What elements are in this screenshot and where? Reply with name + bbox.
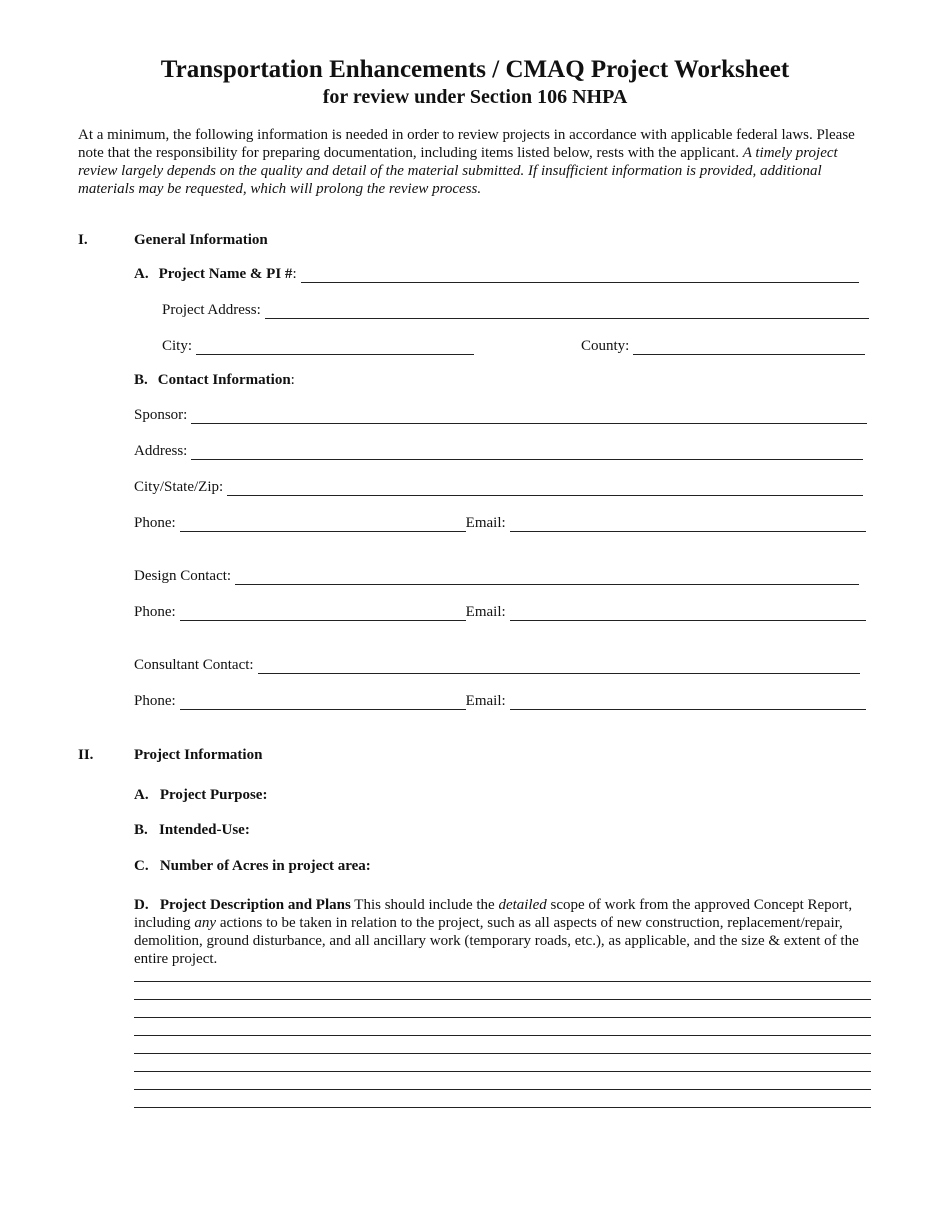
- section-2-number: II.: [78, 747, 94, 763]
- design-contact-row: [134, 568, 859, 585]
- description-text-2: scope of work from the approved Concept Report, including: [134, 897, 856, 931]
- consultant-phone-field[interactable]: [180, 696, 466, 710]
- description-line[interactable]: [134, 999, 871, 1000]
- project-city-row: [162, 338, 474, 355]
- project-address-row: [162, 302, 869, 319]
- design-phone-field[interactable]: [180, 607, 466, 621]
- email-label: Email:: [465, 515, 506, 531]
- project-name-colon: :: [292, 266, 297, 282]
- project-name-row: [134, 266, 859, 283]
- contact-info-heading: [134, 372, 295, 389]
- city-state-zip-label: City/State/Zip:: [134, 479, 224, 495]
- consultant-email-field[interactable]: [510, 696, 866, 710]
- item-letter-a: A.: [134, 266, 149, 282]
- project-name-label: Project Name & PI #: [158, 266, 293, 282]
- design-contact-field[interactable]: [235, 571, 859, 585]
- project-city-field[interactable]: [196, 341, 474, 355]
- project-county-row: [581, 338, 865, 355]
- section-1-title: General Information: [134, 232, 268, 248]
- city-state-zip-field[interactable]: [227, 482, 863, 496]
- intro-text: At a minimum, the following information is needed in order to review projects in accordance with applicable federal laws. Please note that the responsibility for preparing documentation, including items listed below, rests with the applicant.: [78, 127, 855, 161]
- section-1-number: I.: [78, 232, 88, 248]
- sponsor-email-field[interactable]: [510, 518, 866, 532]
- description-italic-1: detailed: [498, 897, 547, 913]
- project-city-label: City:: [162, 338, 193, 354]
- design-email-field[interactable]: [510, 607, 866, 621]
- description-italic-2: any: [194, 915, 217, 931]
- item-letter-b: B.: [134, 372, 148, 388]
- consultant-contact-field[interactable]: [258, 660, 860, 674]
- description-line[interactable]: [134, 1053, 871, 1054]
- project-purpose-label: A. Project Purpose:: [134, 787, 268, 803]
- intro-paragraph: [78, 126, 878, 198]
- sponsor-phone-field[interactable]: [180, 518, 466, 532]
- contact-info-label: Contact Information: [157, 372, 291, 388]
- phone-label: Phone:: [134, 604, 176, 620]
- page-subtitle: for review under Section 106 NHPA: [322, 86, 628, 108]
- phone-label: Phone:: [134, 693, 176, 709]
- address-field[interactable]: [191, 446, 863, 460]
- intro-italic-text: A timely project review largely depends on the quality and detail of the material submitted. If insufficient information is provided, additional materials may be requested, which will prolong the review process.: [78, 145, 838, 197]
- consultant-contact-row: [134, 657, 860, 674]
- address-row: [134, 443, 863, 460]
- description-line[interactable]: [134, 1107, 871, 1108]
- project-address-field[interactable]: [265, 305, 869, 319]
- description-line[interactable]: [134, 1035, 871, 1036]
- city-state-zip-row: [134, 479, 863, 496]
- description-line[interactable]: [134, 981, 871, 982]
- intended-use-label: B. Intended-Use:: [134, 822, 250, 838]
- sponsor-label: Sponsor:: [134, 407, 188, 423]
- project-name-field[interactable]: [301, 269, 859, 283]
- project-description-paragraph: [134, 896, 874, 968]
- address-label: Address:: [134, 443, 188, 459]
- sponsor-field[interactable]: [191, 410, 867, 424]
- design-contact-label: Design Contact:: [134, 568, 232, 584]
- description-text-1: This should include the: [350, 897, 499, 913]
- project-description-label: D. Project Description and Plans: [134, 897, 351, 913]
- acres-label: C. Number of Acres in project area:: [134, 858, 371, 874]
- design-phone-row: [134, 604, 866, 621]
- consultant-phone-row: [134, 693, 866, 710]
- email-label: Email:: [465, 693, 506, 709]
- sponsor-phone-row: [134, 515, 866, 532]
- description-line[interactable]: [134, 1017, 871, 1018]
- description-text-3: actions to be taken in relation to the project, such as all aspects of new construction, replacement/repair, demolition, ground disturbance, and all ancillary work (temporary roads, etc.), as applicable, and the size & extent of the entire project.: [134, 915, 863, 967]
- description-line[interactable]: [134, 1089, 871, 1090]
- project-address-label: Project Address:: [162, 302, 261, 318]
- consultant-contact-label: Consultant Contact:: [134, 657, 254, 673]
- project-county-field[interactable]: [633, 341, 865, 355]
- project-county-label: County:: [581, 338, 630, 354]
- phone-label: Phone:: [134, 515, 176, 531]
- page-title: Transportation Enhancements / CMAQ Project Worksheet: [160, 56, 790, 83]
- contact-info-colon: :: [290, 372, 295, 388]
- email-label: Email:: [465, 604, 506, 620]
- description-line[interactable]: [134, 1071, 871, 1072]
- sponsor-row: [134, 407, 867, 424]
- section-2-title: Project Information: [134, 747, 263, 763]
